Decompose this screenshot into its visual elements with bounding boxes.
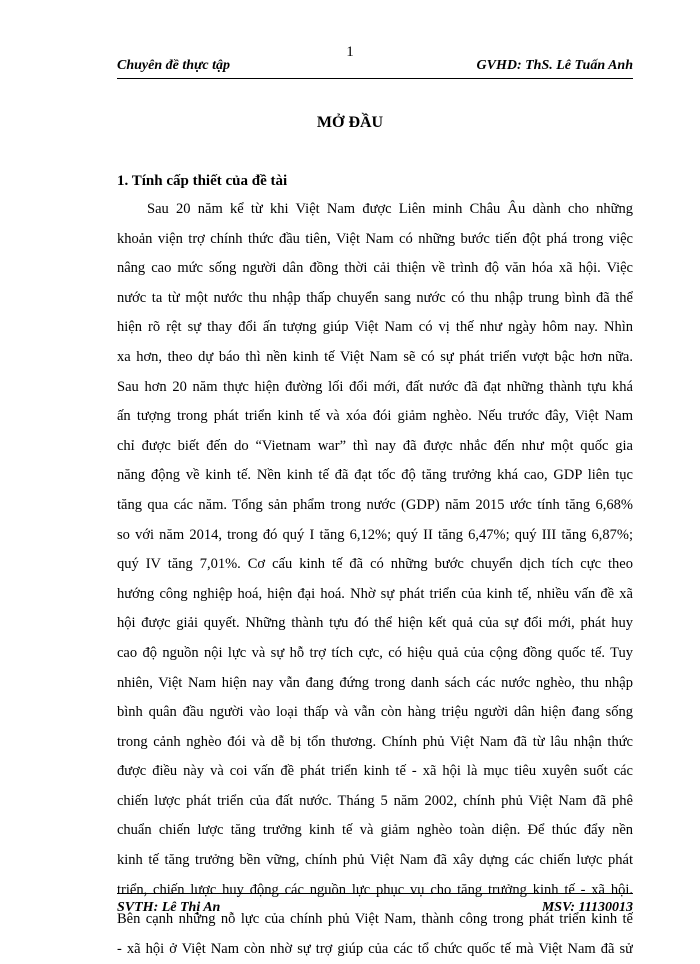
page-title: MỞ ĐẦU: [316, 114, 384, 131]
body-line: kinh tế tăng trưởng bền vững, chính phủ Việt Nam đã xây dựng các chiến lược phát: [117, 852, 633, 869]
body-line: khoản viện trợ chính thức đầu tiên, Việt Nam có những bước tiến đột phá trong việc: [117, 230, 633, 247]
body-line: chiến lược phát triển của đất nước. Tháng 5 năm 2002, chính phủ Việt Nam đã phê: [117, 792, 633, 809]
page-number: 1: [346, 44, 354, 60]
body-line: quý IV tăng 7,01%. Cơ cấu kinh tế đã có những bước chuyển dịch tích cực theo: [117, 556, 633, 573]
footer-student-id: MSV: 11130013: [541, 900, 633, 915]
body-line: Sau 20 năm kể từ khi Việt Nam được Liên minh Châu Âu dành cho những: [147, 201, 633, 217]
body-line: nhiên, Việt Nam hiện nay vẫn đang đứng trong danh sách các nước nghèo, thu nhập: [117, 674, 633, 691]
body-line: cao độ nguồn nội lực và sự hỗ trợ tích cực, có hiệu quả của cộng đồng quốc tế. Tuy: [117, 644, 633, 661]
body-line: so với năm 2014, trong đó quý I tăng 6,12%; quý II tăng 6,47%; quý III tăng 6,87%;: [117, 526, 633, 543]
body-line: hội được giải quyết. Những thành tựu đó thể hiện kết quả của sự đổi mới, phát huy: [117, 615, 633, 632]
body-line: ấn tượng trong phát triển kinh tế và xóa đói giảm nghèo. Nếu trước đây, Việt Nam: [117, 408, 633, 425]
body-line: chuẩn chiến lược tăng trưởng kinh tế và giảm nghèo toàn diện. Để thúc đẩy nền: [117, 822, 633, 839]
body-line: được điều này và coi vấn đề phát triển kinh tế - xã hội là mục tiêu xuyên suốt các: [117, 763, 633, 780]
header-supervisor: GVHD: ThS. Lê Tuấn Anh: [476, 58, 633, 73]
body-line: năng động về kinh tế. Nền kinh tế đã đạt tốc độ tăng trưởng khá cao, GDP liên tục: [117, 467, 633, 484]
body-line: tăng qua các năm. Tổng sản phẩm trong nước (GDP) năm 2015 ước tính tăng 6,68%: [117, 496, 633, 513]
body-line: hiện rõ rệt sự thay đổi ấn tượng giúp Việt Nam có vị thế như ngày hôm nay. Nhìn: [117, 319, 633, 336]
page-footer: [117, 893, 633, 916]
body-line: triển, chiến lược huy động các nguồn lực phục vụ cho tăng trưởng kinh tế - xã hội.: [117, 881, 633, 898]
page-header: [117, 58, 633, 79]
body-line: chỉ được biết đến do “Vietnam war” thì nay đã được nhắc đến như một quốc gia: [117, 437, 633, 454]
body-line: bình quân đầu người vào loại thấp và vẫn còn hàng triệu người dân hiện đang sống: [117, 704, 633, 721]
body-line: nâng cao mức sống người dân đồng thời cải thiện về trình độ văn hóa xã hội. Việc: [117, 260, 633, 277]
footer-student: SVTH: Lê Thị An: [117, 900, 221, 915]
body-line: - xã hội ở Việt Nam còn nhờ sự trợ giúp của các tổ chức quốc tế mà Việt Nam đã sử: [117, 940, 633, 957]
body-line: Bên cạnh những nỗ lực của chính phủ Việt Nam, thành công trong phát triển kinh tế: [117, 911, 633, 928]
body-paragraph: [117, 195, 633, 964]
section-heading: 1. Tính cấp thiết của đề tài: [117, 173, 288, 189]
body-line: nước ta từ một nước thu nhập thấp chuyển sang nước có thu nhập trung bình đã thể: [117, 289, 633, 306]
body-line: Sau hơn 20 năm thực hiện đường lối đổi mới, đất nước đã đạt những thành tựu khá: [117, 378, 633, 395]
body-line: trong cảnh nghèo đói và dễ bị tổn thương. Chính phủ Việt Nam đã từ lâu nhận thức: [117, 733, 633, 750]
body-line: xa hơn, theo dự báo thì nền kinh tế Việt Nam sẽ có sự phát triển vượt bậc hơn nữa.: [117, 348, 633, 365]
header-document-type: Chuyên đề thực tập: [117, 58, 231, 73]
body-line: hướng công nghiệp hoá, hiện đại hoá. Nhờ sự phát triển của kinh tế, nhiều vấn đề xã: [117, 585, 633, 602]
